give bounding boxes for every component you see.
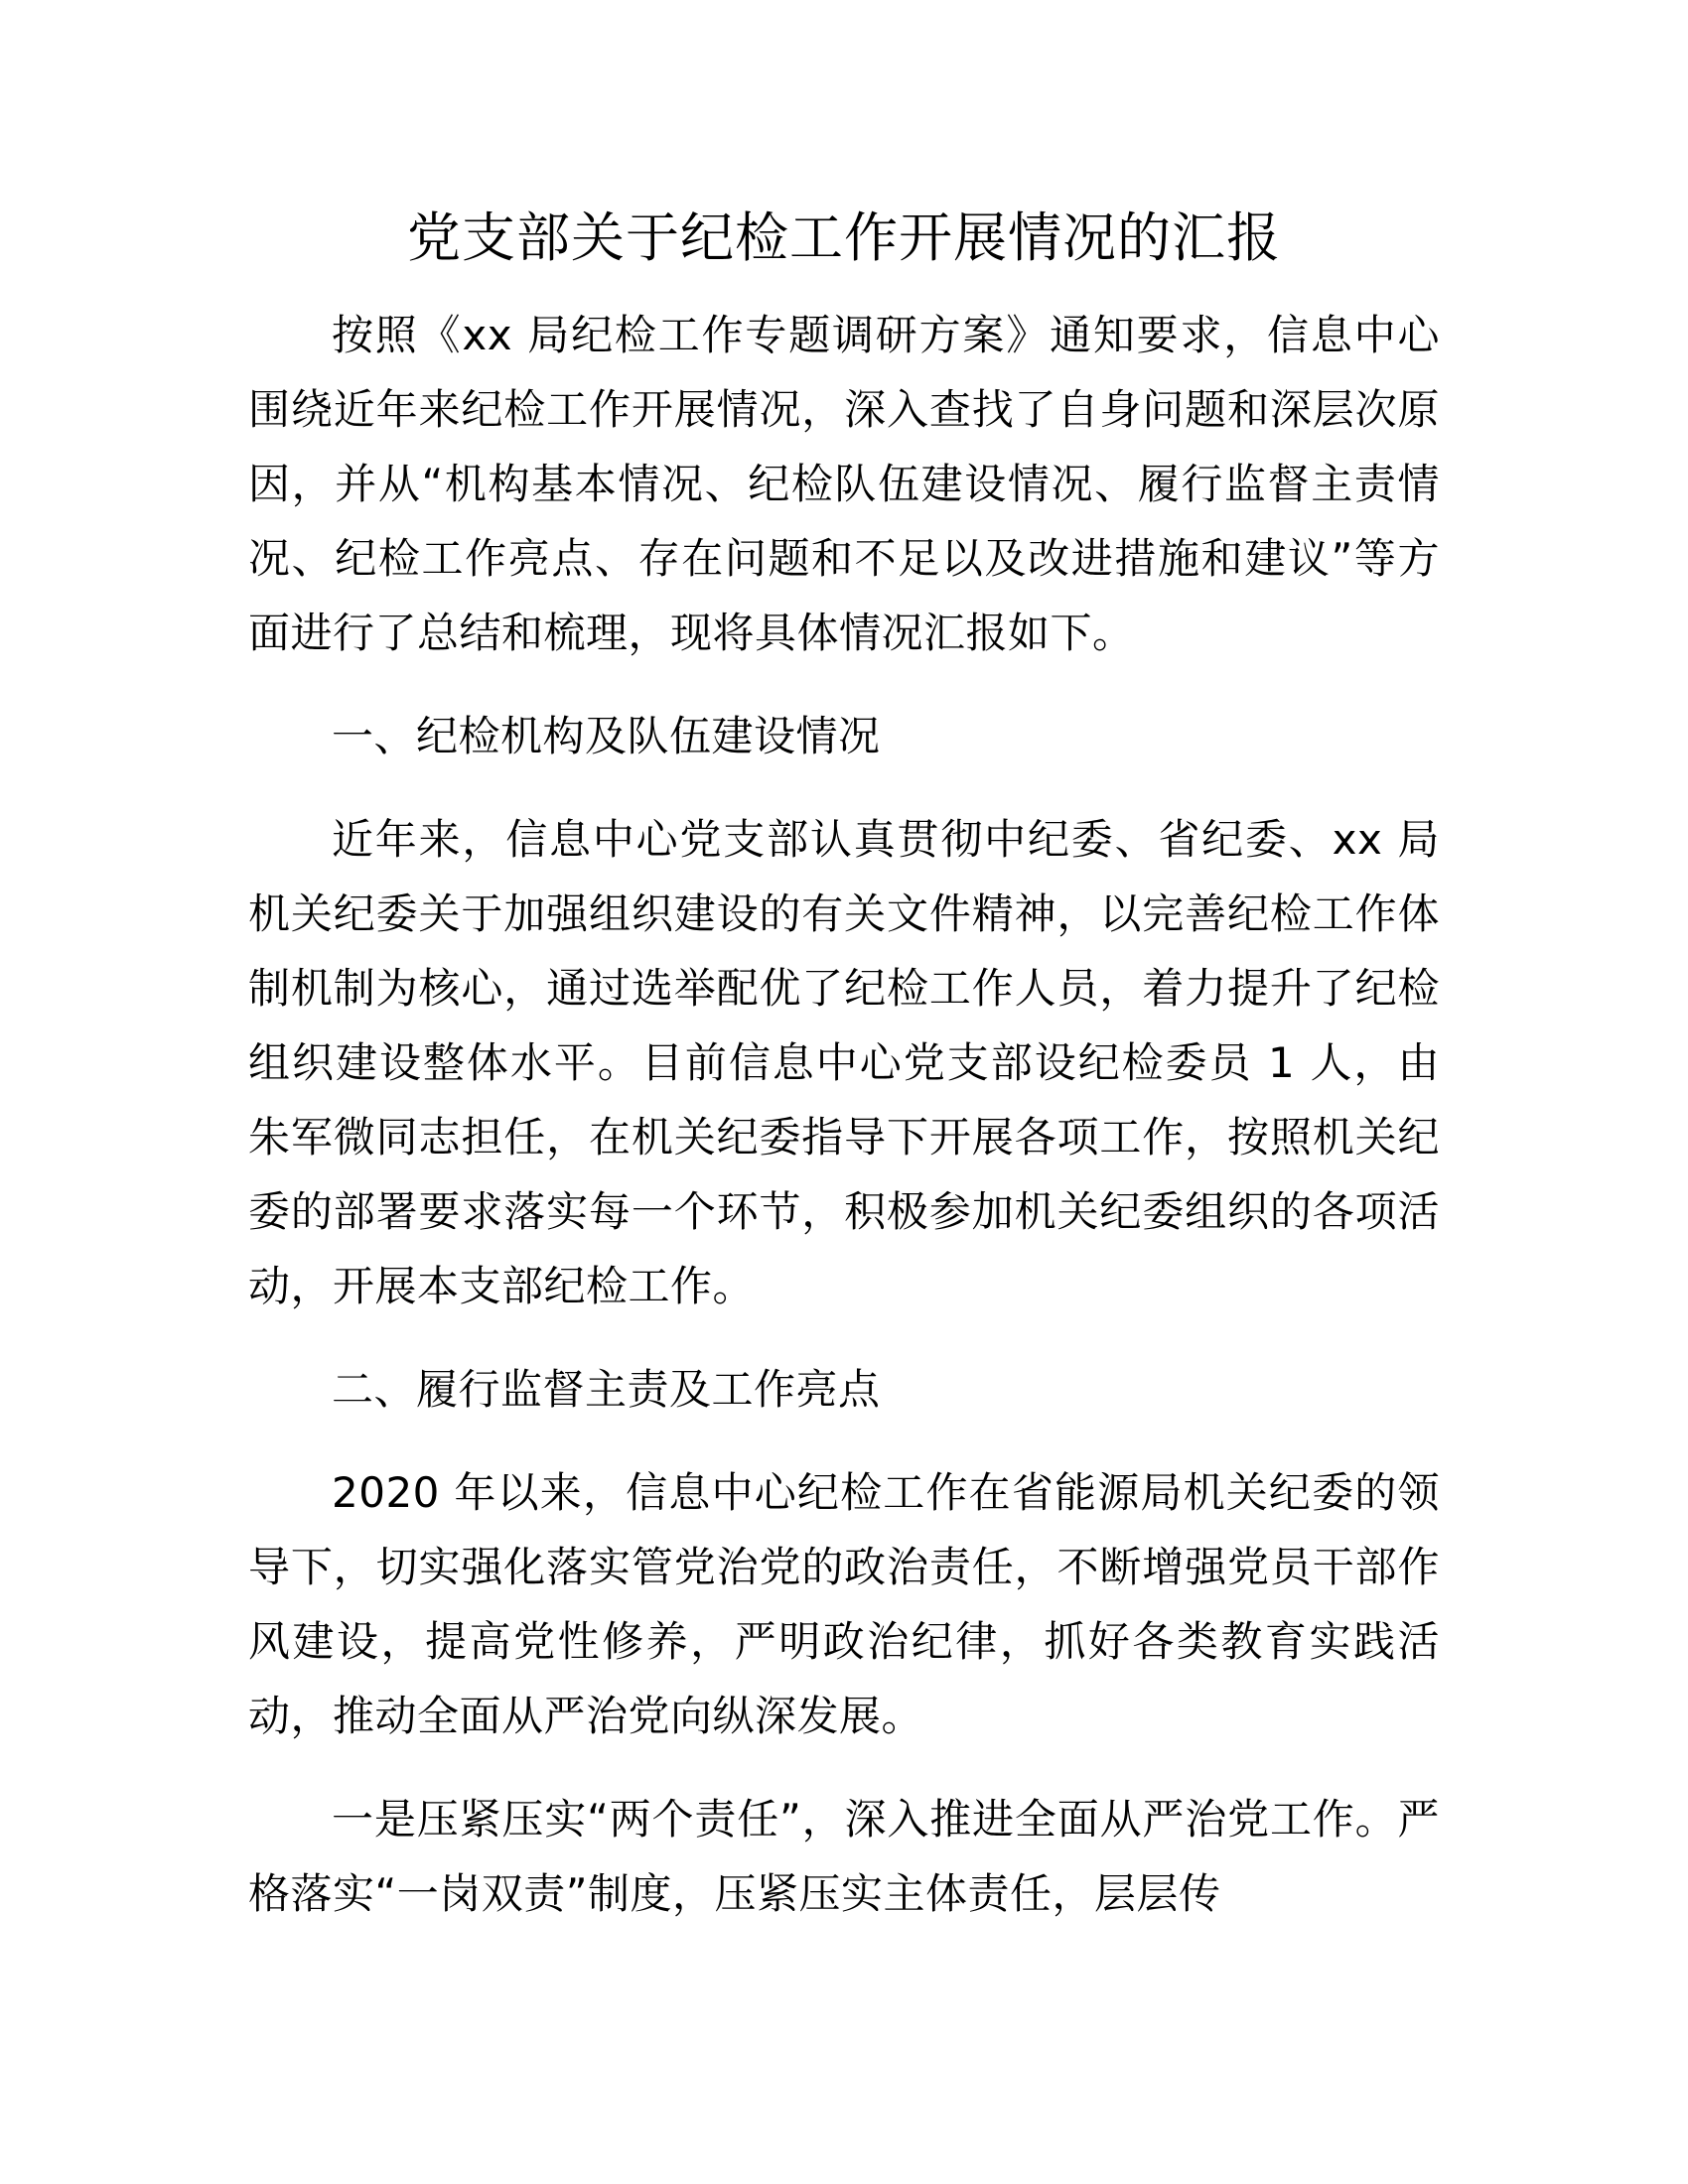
document-title: 党支部关于纪检工作开展情况的汇报 [407,206,1281,269]
paragraph-section-1: 近年来，信息中心党支部认真贯彻中纪委、省纪委、xx 局机关纪委关于加强组织建设的有关文件精神，以完善纪检工作体制机制为核心，通过选举配优了纪检工作人员，着力提升了纪检组织建设整体水平。目前信息中心党支部设纪检委员 1 人，由朱军微同志担任，在机关纪委指导下开展各项工作，按照机关纪委的部署要求落实每一个环节，积极参加机关纪委组织的各项活动，开展本支部纪检工作。 [248,815,1440,1310]
paragraph-intro: 按照《xx 局纪检工作专题调研方案》通知要求，信息中心围绕近年来纪检工作开展情况，深入查找了自身问题和深层次原因，并从“机构基本情况、纪检队伍建设情况、履行监督主责情况、纪检工作亮点、存在问题和不足以及改进措施和建议”等方面进行了总结和梳理，现将具体情况汇报如下。 [248,311,1440,657]
document-body [248,298,1440,1960]
section-heading-1: 一、纪检机构及队伍建设情况 [332,712,881,760]
paragraph-section-2: 2020 年以来，信息中心纪检工作在省能源局机关纪委的领导下，切实强化落实管党治党的政治责任，不断增强党员干部作风建设，提高党性修养，严明政治纪律，抓好各类教育实践活动，推动全面从严治党向纵深发展。 [248,1468,1440,1740]
section-heading-2: 二、履行监督主责及工作亮点 [332,1365,881,1414]
paragraph-point-1: 一是压紧压实“两个责任”，深入推进全面从严治党工作。严格落实“一岗双责”制度，压紧压实主体责任，层层传 [248,1795,1440,1918]
